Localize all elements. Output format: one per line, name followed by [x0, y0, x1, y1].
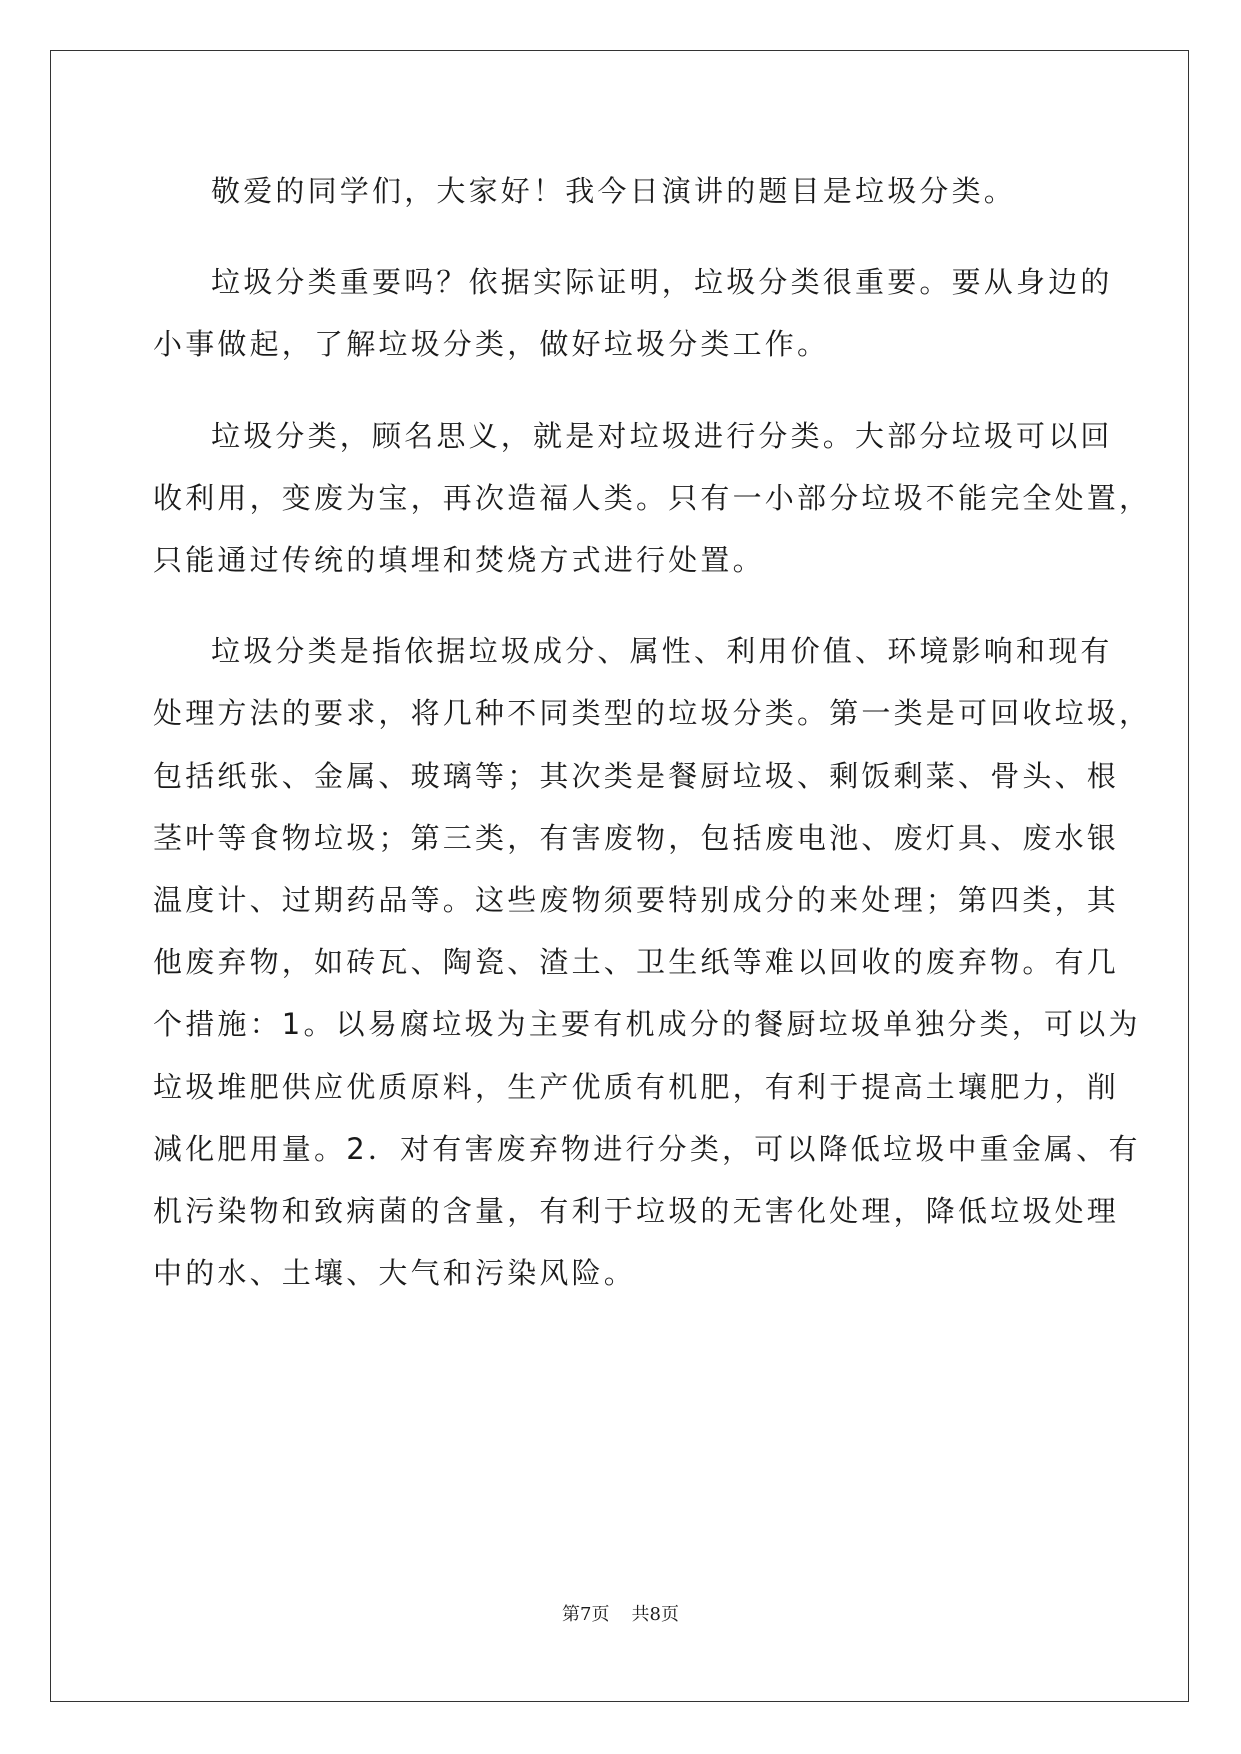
text-line: 垃圾分类是指依据垃圾成分、属性、利用价值、环境影响和现有: [211, 634, 1113, 669]
text-line: 小事做起，了解垃圾分类，做好垃圾分类工作。: [153, 327, 830, 362]
text-line: 收利用，变废为宝，再次造福人类。只有一小部分垃圾不能完全处置，: [153, 480, 1152, 515]
text-line: 中的水、土壤、大气和污染风险。: [153, 1256, 637, 1291]
text-line: 减化肥用量。2．对有害废弃物进行分类，可以降低垃圾中重金属、有: [153, 1131, 1141, 1166]
text-line: 垃圾分类，顾名思义，就是对垃圾进行分类。大部分垃圾可以回: [211, 418, 1113, 453]
text-line: 处理方法的要求，将几种不同类型的垃圾分类。第一类是可回收垃圾，: [153, 696, 1152, 731]
page-footer: [0, 1600, 1241, 1626]
document-body: [153, 160, 1152, 1333]
text-line: 个措施：1。以易腐垃圾为主要有机成分的餐厨垃圾单独分类，可以为: [153, 1007, 1141, 1042]
text-line: 垃圾堆肥供应优质原料，生产优质有机肥，有利于提高土壤肥力，削: [153, 1069, 1120, 1104]
total-pages: 共8页: [631, 1604, 679, 1625]
paragraph-definition: [153, 405, 1152, 592]
text-line: 敬爱的同学们，大家好！我今日演讲的题目是垃圾分类。: [211, 174, 1017, 208]
paragraph-importance: [153, 251, 1113, 375]
text-line: 他废弃物，如砖瓦、陶瓷、渣土、卫生纸等难以回收的废弃物。有几: [153, 945, 1120, 980]
text-line: 机污染物和致病菌的含量，有利于垃圾的无害化处理，降低垃圾处理: [153, 1194, 1120, 1229]
text-line: 温度计、过期药品等。这些废物须要特别成分的来处理；第四类，其: [153, 883, 1120, 918]
paragraph-greeting: [153, 160, 1089, 222]
paragraph-categories: [153, 620, 1152, 1304]
text-line: 只能通过传统的填埋和焚烧方式进行处置。: [153, 543, 765, 578]
current-page-number: 第7页: [562, 1604, 610, 1625]
text-line: 包括纸张、金属、玻璃等；其次类是餐厨垃圾、剩饭剩菜、骨头、根: [153, 758, 1120, 793]
text-line: 茎叶等食物垃圾；第三类，有害废物，包括废电池、废灯具、废水银: [153, 820, 1120, 855]
text-line: 垃圾分类重要吗？依据实际证明，垃圾分类很重要。要从身边的: [211, 265, 1113, 300]
